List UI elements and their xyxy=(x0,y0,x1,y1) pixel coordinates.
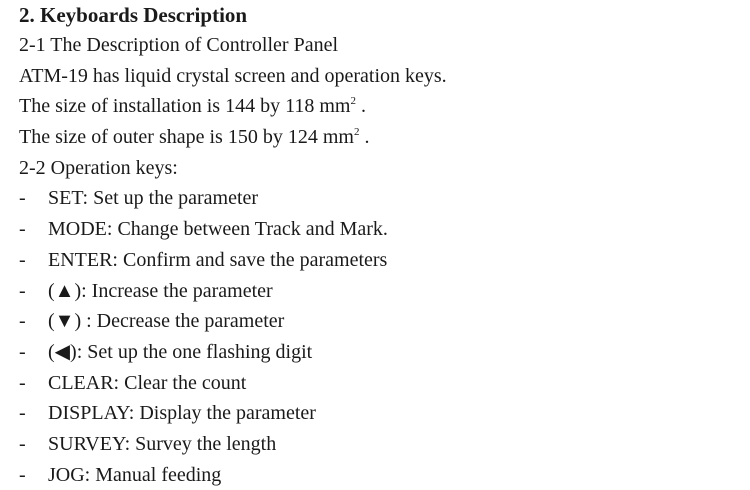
description-line: ATM-19 has liquid crystal screen and operation keys. xyxy=(19,64,447,87)
key-item-jog xyxy=(19,460,739,490)
installation-size-superscript: 2 xyxy=(350,95,356,108)
operation-keys-list xyxy=(19,183,739,490)
key-item-display xyxy=(19,398,739,429)
key-description: (◀): Set up the one flashing digit xyxy=(48,340,313,363)
list-dash: - xyxy=(19,310,26,333)
key-description: ENTER: Confirm and save the parameters xyxy=(48,248,388,271)
list-dash: - xyxy=(19,371,26,394)
key-description: JOG: Manual feeding xyxy=(48,463,222,486)
key-item-shift-digit xyxy=(19,337,739,368)
installation-size-line xyxy=(19,91,739,122)
list-dash: - xyxy=(19,248,26,271)
list-dash: - xyxy=(19,340,26,363)
key-item-set xyxy=(19,183,739,214)
key-item-survey xyxy=(19,429,739,460)
key-description: MODE: Change between Track and Mark. xyxy=(48,218,388,241)
list-dash: - xyxy=(19,432,26,455)
installation-size-text: The size of installation is 144 by 118 mm xyxy=(19,95,351,118)
key-item-enter xyxy=(19,245,739,276)
key-item-mode xyxy=(19,214,739,245)
list-dash: - xyxy=(19,279,26,302)
section-heading: 2. Keyboards Description xyxy=(19,3,248,27)
document xyxy=(19,0,739,490)
key-item-increase xyxy=(19,276,739,307)
controller-panel-subheading: 2-1 The Description of Controller Panel xyxy=(19,34,339,56)
key-description: (▼) : Decrease the parameter xyxy=(48,310,285,333)
list-dash: - xyxy=(19,218,26,241)
outer-size-superscript: 2 xyxy=(353,126,360,139)
key-description: DISPLAY: Display the parameter xyxy=(48,402,316,425)
key-item-decrease xyxy=(19,306,739,337)
installation-size-suffix: . xyxy=(355,95,366,118)
key-item-clear xyxy=(19,368,739,399)
outer-size-line xyxy=(19,122,739,153)
key-description: (▲): Increase the parameter xyxy=(48,279,273,302)
key-description: CLEAR: Clear the count xyxy=(48,371,247,394)
key-description: SURVEY: Survey the length xyxy=(48,432,277,455)
outer-size-text: The size of outer shape is 150 by 124 mm xyxy=(19,126,354,149)
key-description: SET: Set up the parameter xyxy=(48,187,259,210)
list-dash: - xyxy=(19,402,26,425)
outer-size-suffix: . xyxy=(359,126,370,149)
list-dash: - xyxy=(19,463,26,486)
list-dash: - xyxy=(19,187,26,210)
operation-keys-subheading: 2-2 Operation keys: xyxy=(19,156,178,179)
